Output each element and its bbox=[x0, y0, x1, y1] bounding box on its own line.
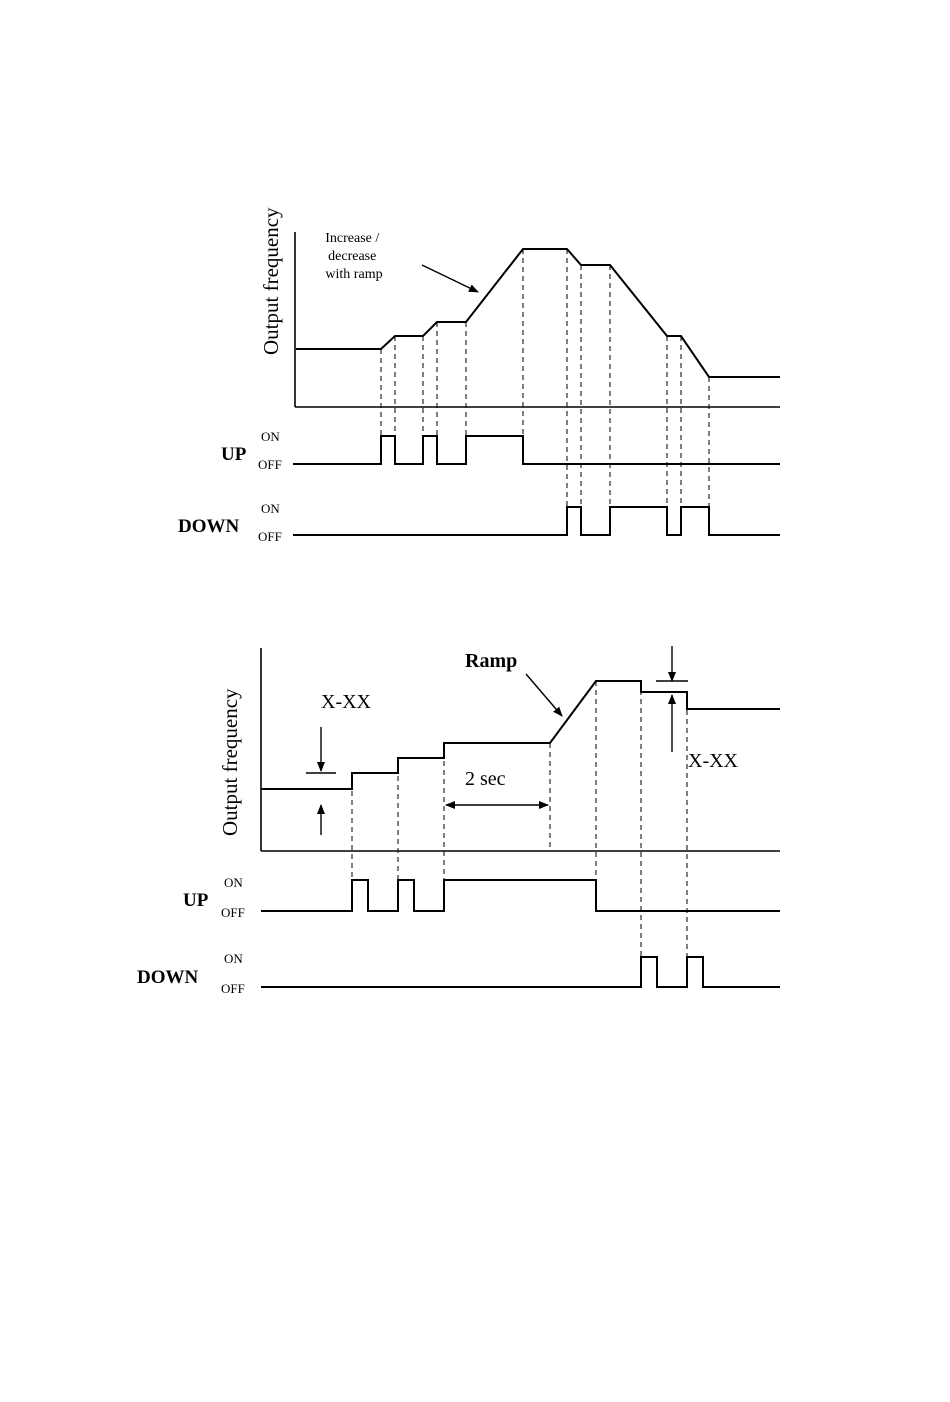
diagram-1-down-signal bbox=[293, 507, 780, 535]
diagram-1-annotation-arrow bbox=[422, 265, 478, 292]
diagram-1-guide-lines bbox=[381, 249, 709, 535]
diagram-1-up-on-label: ON bbox=[261, 429, 280, 444]
diagram-1-down-on-label: ON bbox=[261, 501, 280, 516]
diagram-2-ramp-arrow bbox=[526, 674, 562, 716]
diagram-2-up-signal bbox=[261, 880, 780, 911]
diagram-2-step-label-left: X-XX bbox=[321, 691, 371, 713]
diagram-1-y-axis-label: Output frequency bbox=[259, 207, 283, 355]
diagram-1-up-signal bbox=[293, 436, 780, 464]
diagram-1 bbox=[178, 207, 780, 544]
diagram-1-up-label: UP bbox=[221, 444, 247, 465]
diagram-2-down-label: DOWN bbox=[137, 967, 199, 988]
diagram-2-up-label: UP bbox=[183, 890, 209, 911]
diagram-2 bbox=[137, 646, 780, 996]
diagram-1-down-label: DOWN bbox=[178, 516, 240, 537]
diagram-2-down-on-label: ON bbox=[224, 951, 243, 966]
diagram-2-down-signal bbox=[261, 957, 780, 987]
diagram-2-delay-label: 2 sec bbox=[465, 768, 506, 790]
diagram-2-guide-lines bbox=[352, 681, 687, 987]
diagram-2-ramp-label: Ramp bbox=[465, 650, 518, 672]
diagram-2-down-off-label: OFF bbox=[221, 981, 245, 996]
diagram-1-down-off-label: OFF bbox=[258, 529, 282, 544]
diagram-2-step-label-right: X-XX bbox=[688, 750, 738, 772]
diagram-2-up-on-label: ON bbox=[224, 875, 243, 890]
diagram-2-y-axis-label: Output frequency bbox=[218, 688, 242, 836]
diagram-1-up-off-label: OFF bbox=[258, 457, 282, 472]
diagram-1-annotation: Increase / decrease with ramp bbox=[325, 231, 383, 282]
diagram-2-up-off-label: OFF bbox=[221, 905, 245, 920]
